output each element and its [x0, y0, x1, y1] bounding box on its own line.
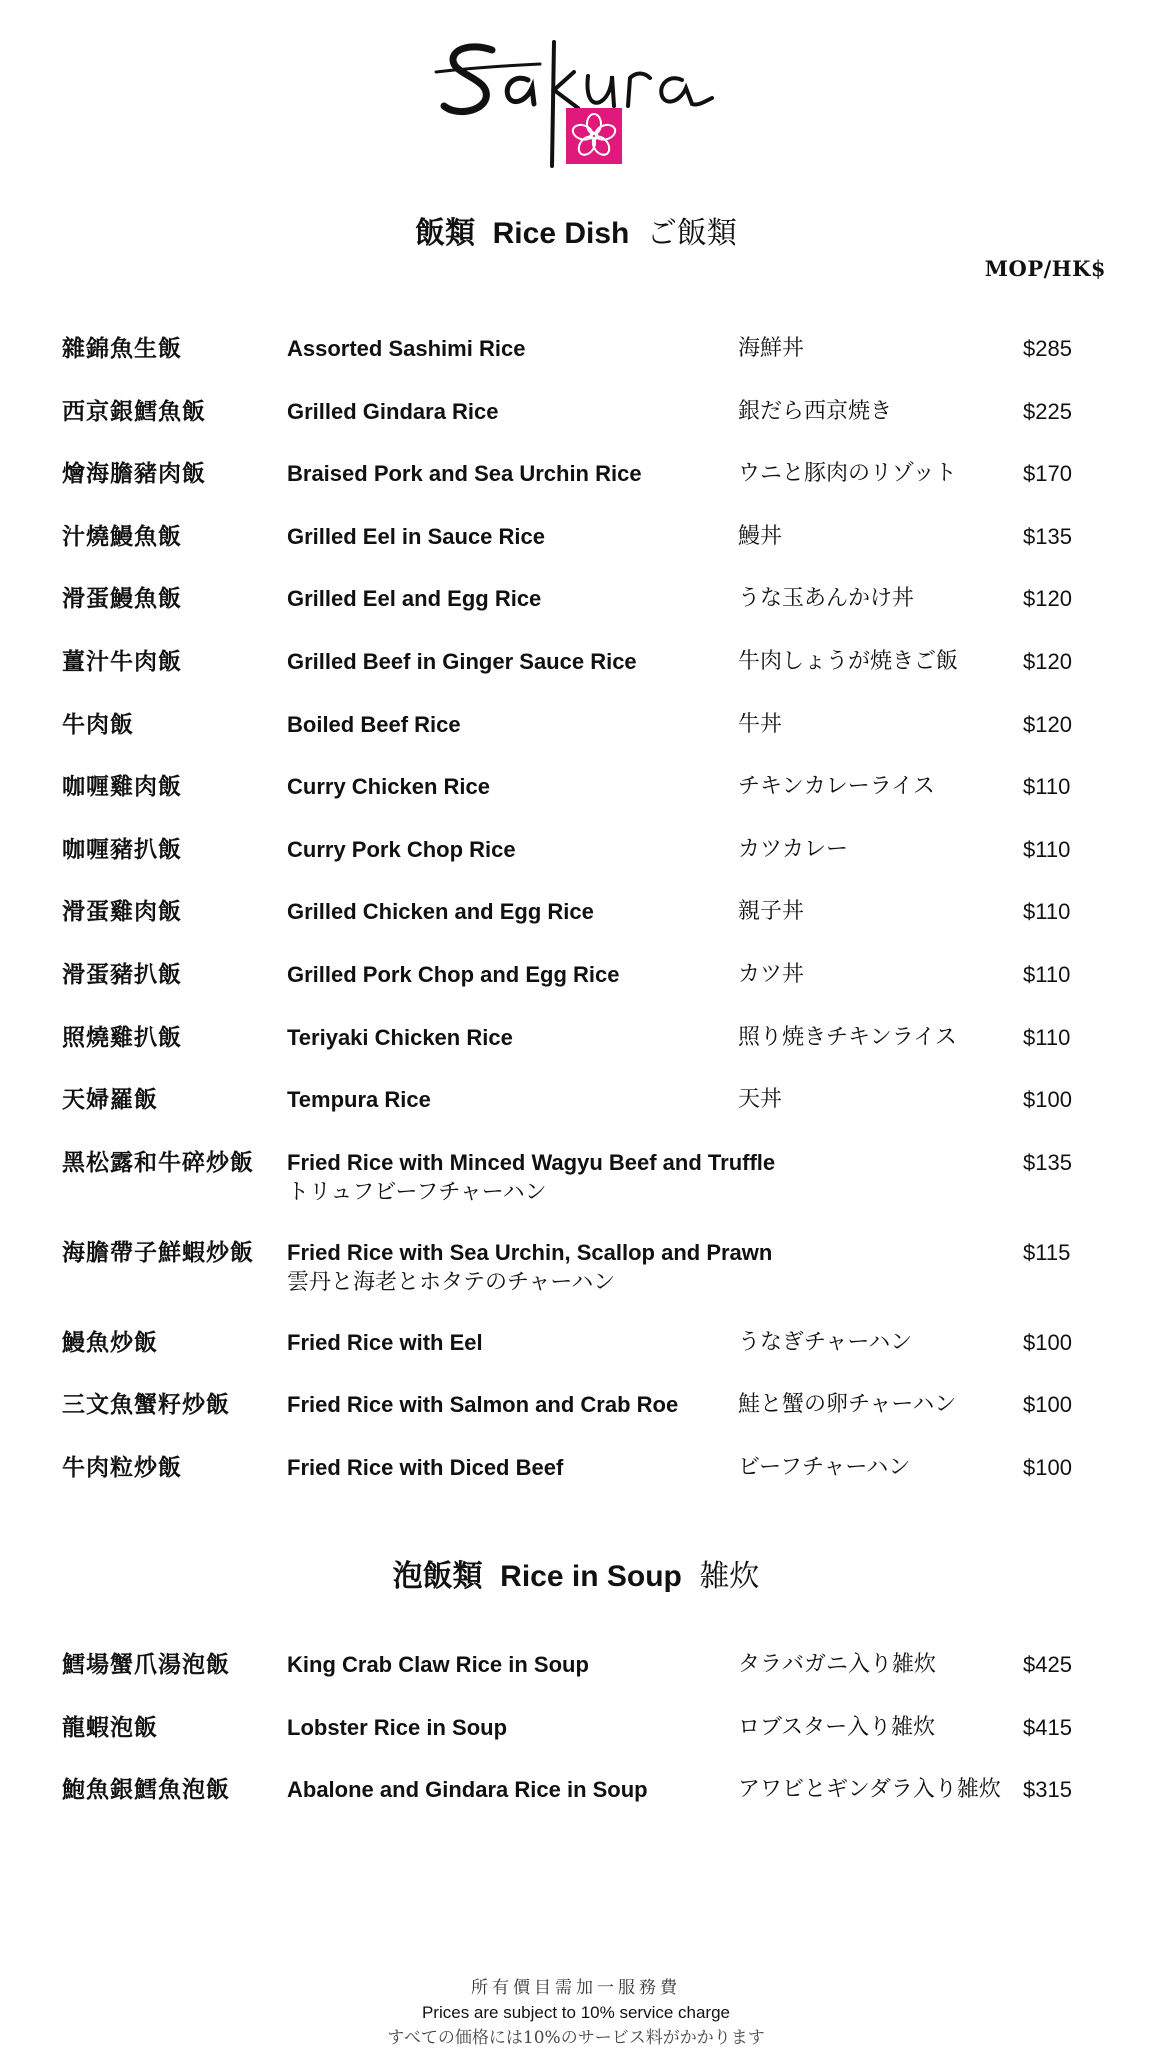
menu-item-name-zh: 薑汁牛肉飯: [62, 647, 182, 675]
menu-item-name-ja: 照り焼きチキンライス: [738, 1024, 957, 1050]
menu-item-name-zh: 天婦羅飯: [62, 1086, 158, 1114]
section-title-ja: ご飯類: [646, 216, 737, 251]
menu-item-price: $110: [1023, 961, 1071, 987]
menu-item: [0, 1326, 1152, 1389]
service-charge-note: [0, 1976, 1152, 2051]
menu-item-price: $415: [1023, 1714, 1072, 1740]
menu-item-name-en: Grilled Eel in Sauce Rice: [287, 523, 545, 549]
menu-item-name-en: Grilled Pork Chop and Egg Rice: [287, 961, 620, 987]
menu-item: [0, 1451, 1152, 1514]
menu-item: [0, 395, 1152, 458]
sakura-logo-mark: [430, 28, 720, 173]
menu-item-name-zh: 汁燒鰻魚飯: [62, 522, 182, 550]
menu-item-price: $100: [1023, 1392, 1072, 1418]
currency-label: MOP/HK$: [984, 256, 1106, 281]
menu-item-name-zh: 鰻魚炒飯: [62, 1328, 158, 1356]
menu-item-name-ja: タラバガニ入り雑炊: [738, 1652, 937, 1677]
menu-item-name-zh: 燴海膽豬肉飯: [62, 460, 206, 488]
menu-item-name-zh: 鱈場蟹爪湯泡飯: [62, 1651, 230, 1678]
section-title-zh: 飯類: [415, 216, 476, 251]
menu-item: [0, 520, 1152, 583]
menu-item-name-en: Fried Rice with Sea Urchin, Scallop and Prawn: [287, 1239, 773, 1265]
menu-item: [0, 833, 1152, 896]
menu-item: [0, 1773, 1152, 1836]
menu-item-price: $100: [1023, 1329, 1072, 1355]
menu-item-price: $100: [1023, 1454, 1072, 1480]
menu-item-name-en: Braised Pork and Sea Urchin Rice: [287, 461, 642, 487]
menu-item-name-zh: 滑蛋雞肉飯: [62, 898, 182, 926]
menu-item-price: $115: [1023, 1239, 1071, 1265]
footer-note-en: Prices are subject to 10% service charge: [421, 2003, 731, 2022]
menu-item-name-en: King Crab Claw Rice in Soup: [287, 1652, 589, 1677]
menu-item-name-zh: 龍蝦泡飯: [62, 1713, 158, 1741]
menu-item-name-zh: 西京銀鱈魚飯: [62, 397, 206, 425]
menu-item: [0, 457, 1152, 520]
menu-item-name-ja: 鰻丼: [738, 523, 783, 549]
menu-item: [0, 958, 1152, 1021]
menu-item-price: $285: [1023, 336, 1072, 361]
menu-item-name-zh: 滑蛋鰻魚飯: [62, 585, 182, 613]
menu-item-name-en: Curry Pork Chop Rice: [287, 836, 516, 862]
menu-item: [0, 332, 1152, 395]
menu-item: [0, 895, 1152, 958]
menu-item-name-en: Boiled Beef Rice: [287, 711, 461, 737]
menu-item-name-ja: ロブスター入り雑炊: [738, 1714, 936, 1740]
menu-item-name-ja: 銀だら西京焼き: [738, 398, 893, 424]
section-title-en: Rice in Soup: [500, 1560, 682, 1593]
menu-item: [0, 1711, 1152, 1774]
menu-item-price: $110: [1023, 1024, 1071, 1050]
menu-item-name-en: Lobster Rice in Soup: [287, 1714, 508, 1740]
menu-item-name-zh: 雜錦魚生飯: [62, 335, 182, 362]
menu-item-name-ja: 牛丼: [738, 711, 783, 737]
menu-item-price: $425: [1023, 1652, 1072, 1677]
menu-item-name-ja: 海鮮丼: [738, 336, 805, 361]
menu-item-name-ja: 親子丼: [738, 899, 805, 925]
menu-item-name-en: Grilled Gindara Rice: [287, 398, 499, 424]
menu-item: [0, 582, 1152, 645]
menu-item: [0, 770, 1152, 833]
menu-item-name-ja: うなぎチャーハン: [738, 1329, 913, 1355]
menu-item-name-en: Fried Rice with Diced Beef: [287, 1454, 564, 1480]
menu-item-name-en: Fried Rice with Minced Wagyu Beef and Truffle: [287, 1149, 776, 1175]
rice-in-soup-list: [0, 1648, 1152, 1836]
menu-item-price: $120: [1023, 648, 1072, 674]
footer-note-ja: すべての価格には10%のサービス料がかかります: [387, 2028, 765, 2048]
menu-item-price: $135: [1023, 523, 1072, 549]
menu-item-name-en: Grilled Eel and Egg Rice: [287, 586, 542, 612]
menu-item-name-en: Assorted Sashimi Rice: [287, 336, 526, 361]
menu-item-name-ja: カツカレー: [738, 836, 849, 862]
menu-item-price: $120: [1023, 711, 1072, 737]
menu-item-name-ja: アワビとギンダラ入り雑炊: [738, 1777, 1001, 1803]
section-title-zh: 泡飯類: [392, 1559, 483, 1594]
menu-item-name-en: Teriyaki Chicken Rice: [287, 1024, 513, 1050]
menu-item-name-zh: 三文魚蟹籽炒飯: [62, 1391, 230, 1419]
menu-item: [0, 645, 1152, 708]
menu-item-name-en: Grilled Beef in Ginger Sauce Rice: [287, 648, 637, 674]
menu-item-name-ja: 雲丹と海老とホタテのチャーハン: [287, 1269, 616, 1295]
menu-item: [0, 1083, 1152, 1146]
menu-item-name-zh: 咖喱雞肉飯: [62, 773, 182, 801]
menu-item: [0, 708, 1152, 771]
menu-item-name-en: Curry Chicken Rice: [287, 774, 490, 800]
menu-item-price: $110: [1023, 899, 1071, 925]
menu-item-price: $100: [1023, 1087, 1072, 1113]
menu-item-name-en: Abalone and Gindara Rice in Soup: [287, 1777, 648, 1803]
menu-item: [0, 1648, 1152, 1711]
menu-item-name-ja: カツ丼: [738, 961, 805, 987]
sakura-logo: [430, 28, 720, 173]
menu-item-name-en: Fried Rice with Salmon and Crab Roe: [287, 1392, 679, 1418]
menu-item-name-en: Tempura Rice: [287, 1087, 431, 1113]
menu-item-name-zh: 滑蛋豬扒飯: [62, 960, 182, 988]
menu-item-name-zh: 鮑魚銀鱈魚泡飯: [62, 1776, 230, 1804]
section-title-ja: 雑炊: [699, 1559, 760, 1594]
menu-item-name-ja: チキンカレーライス: [738, 774, 935, 800]
menu-item: [0, 1388, 1152, 1451]
menu-item: [0, 1146, 1152, 1236]
menu-item-name-ja: 天丼: [738, 1087, 783, 1113]
menu-item-name-zh: 海膽帶子鮮蝦炒飯: [62, 1238, 254, 1266]
footer-note-zh: 所有價目需加一服務費: [471, 1978, 681, 1998]
menu-item-name-en: Grilled Chicken and Egg Rice: [287, 899, 594, 925]
menu-item-name-ja: ウニと豚肉のリゾット: [738, 461, 957, 487]
menu-item-name-en: Fried Rice with Eel: [287, 1329, 483, 1355]
menu-item-name-ja: ビーフチャーハン: [738, 1454, 911, 1480]
menu-item-name-ja: 鮭と蟹の卵チャーハン: [738, 1392, 957, 1418]
menu-item-name-zh: 咖喱豬扒飯: [62, 835, 182, 863]
menu-item-name-zh: 牛肉飯: [62, 710, 134, 738]
section-title-rice-in-soup: [0, 1557, 1152, 1597]
section-title-rice-dish: [0, 214, 1152, 254]
menu-item: [0, 1021, 1152, 1084]
menu-item-name-zh: 牛肉粒炒飯: [62, 1453, 182, 1481]
menu-item-price: $110: [1023, 836, 1071, 862]
menu-item-price: $315: [1023, 1777, 1072, 1803]
rice-dish-list: [0, 332, 1152, 1514]
menu-item-price: $170: [1023, 461, 1072, 487]
section-title-en: Rice Dish: [492, 217, 630, 250]
menu-item-price: $135: [1023, 1149, 1072, 1175]
menu-item-price: $225: [1023, 398, 1072, 424]
menu-item-name-ja: トリュフビーフチャーハン: [287, 1179, 547, 1205]
menu-item-name-ja: 牛肉しょうが焼きご飯: [738, 648, 959, 674]
menu-item: [0, 1236, 1152, 1326]
menu-item-price: $110: [1023, 774, 1071, 800]
menu-item-name-ja: うな玉あんかけ丼: [738, 586, 915, 612]
menu-item-name-zh: 黑松露和牛碎炒飯: [62, 1148, 254, 1176]
menu-item-name-zh: 照燒雞扒飯: [62, 1023, 182, 1051]
menu-item-price: $120: [1023, 586, 1072, 612]
